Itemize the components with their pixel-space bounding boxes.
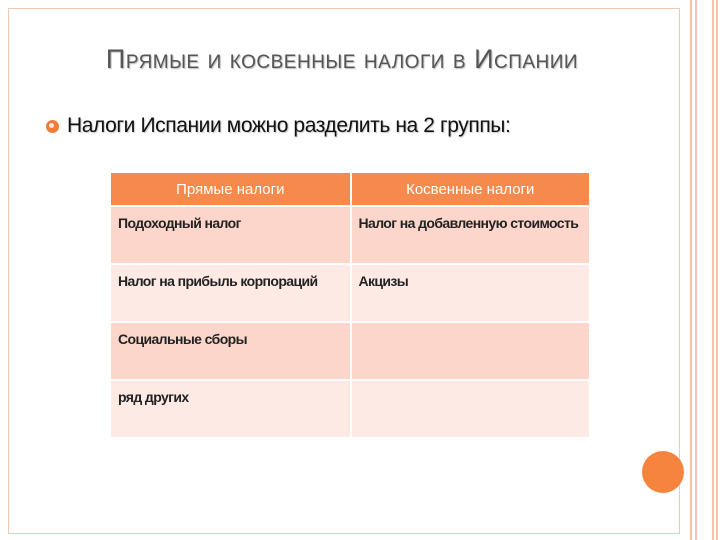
decorative-stripe (690, 0, 692, 540)
table-cell: Подоходный налог (111, 206, 351, 264)
table-row (111, 264, 590, 322)
table-cell: ряд других (111, 380, 351, 438)
decorative-stripe (695, 0, 697, 540)
circle-bullet-icon (46, 120, 59, 133)
decorative-stripe (716, 0, 718, 540)
header-indirect-taxes: Косвенные налоги (351, 173, 591, 206)
table-row (111, 380, 590, 438)
table-cell: Налог на прибыль корпораций (111, 264, 351, 322)
table-cell: Акцизы (351, 264, 591, 322)
header-direct-taxes: Прямые налоги (111, 173, 351, 206)
tax-table (111, 173, 591, 439)
decorative-circle (642, 451, 684, 493)
table-row (111, 206, 590, 264)
table-row (111, 322, 590, 380)
bullet-line (46, 113, 510, 139)
table-cell: Социальные сборы (111, 322, 351, 380)
table-cell (351, 322, 591, 380)
table-cell: Налог на добавленную стоимость (351, 206, 591, 264)
bullet-text: Налоги Испании можно разделить на 2 группы: (67, 114, 511, 137)
slide-title: Прямые и косвенные налоги в Испании (105, 44, 579, 74)
table-cell (351, 380, 591, 438)
decorative-stripe (712, 0, 714, 540)
table-header-row (111, 173, 590, 206)
